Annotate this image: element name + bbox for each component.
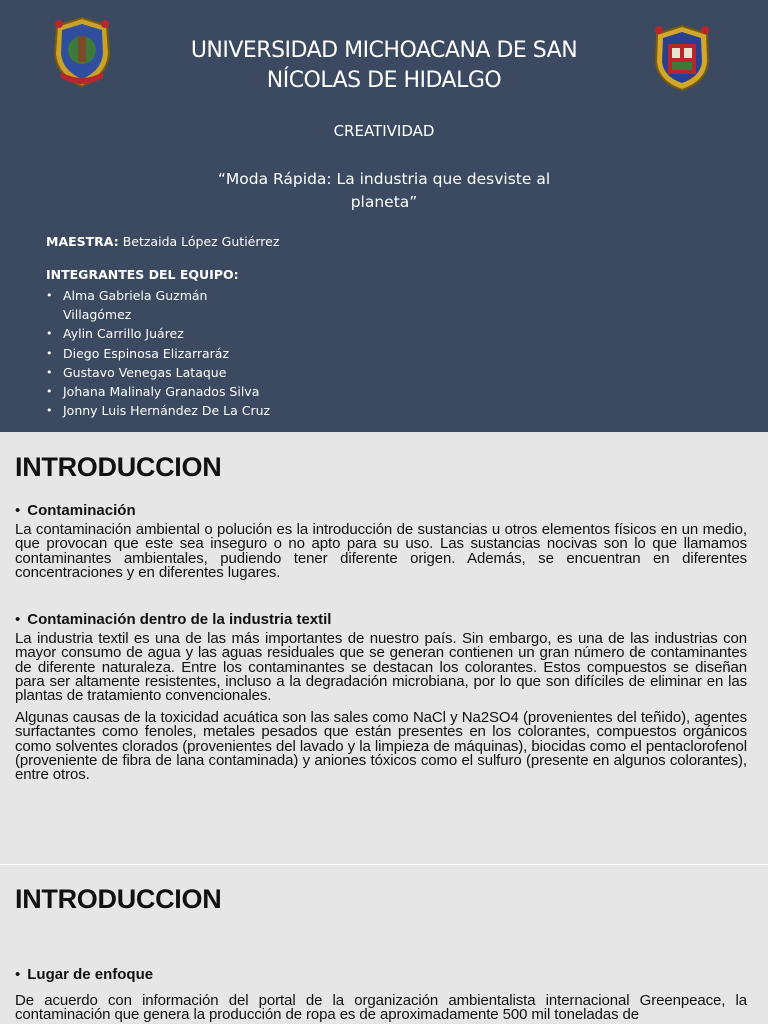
bullet-icon: •: [15, 502, 21, 519]
section-title-text: Contaminación: [27, 502, 136, 519]
bullet-icon: •: [46, 385, 53, 399]
teacher-line: [46, 234, 279, 249]
bullet-icon: •: [46, 365, 53, 379]
team-heading: INTEGRANTES DEL EQUIPO:: [46, 267, 239, 282]
section-title-text: Contaminación dentro de la industria textil: [27, 611, 332, 628]
introduction-slide-continued: [0, 865, 768, 1024]
section-title: [15, 966, 153, 983]
member-name: Diego Espinosa Elizarraráz: [63, 345, 230, 361]
slide-heading: INTRODUCCION: [15, 452, 222, 482]
list-item: [46, 401, 306, 420]
faculty-crest-icon: [649, 20, 715, 94]
project-title: “Moda Rápida: La industria que desviste al planeta”: [217, 170, 551, 211]
bullet-icon: •: [15, 611, 21, 628]
team-member-list: [46, 286, 306, 420]
section-title: [15, 611, 331, 628]
member-name: Johana Malinaly Granados Silva: [63, 384, 260, 400]
slide-heading: INTRODUCCION: [15, 884, 222, 914]
paragraph: Algunas causas de la toxicidad acuática son las sales como NaCl y Na2SO4 (provenientes del teñido), agentes surfactantes como fenoles, metales pesados que están presentes en los colorantes, compuestos orgánicos como solventes clorados (provenientes del lavado y la limpieza de máquinas), biocidas como el pentaclorofenol (proveniente de fibra de lana contaminada) y aniones tóxicos como el sulfuro (presente en algunos colorantes), entre otros.: [15, 709, 747, 784]
paragraph: La contaminación ambiental o polución es la introducción de sustancias u otros elementos físicos en un medio, que provocan que este sea inseguro o no apto para su uso. Las sustancias nocivas son lo que llamamos contaminantes ambientales, pudiendo tener diferente origen. Además, se encuentran en diferentes concentraciones y en diferentes lugares.: [15, 521, 747, 581]
bullet-icon: •: [46, 404, 53, 418]
member-name: Alma Gabriela Guzmán Villagómez: [63, 288, 208, 323]
paragraph: De acuerdo con información del portal de la organización ambientalista internacional Greenpeace, la contaminación que genera la producción de ropa es de aproximadamente 500 mil toneladas de: [15, 992, 747, 1024]
section-title: [15, 502, 136, 519]
introduction-slide: [0, 432, 768, 864]
list-item: [46, 286, 216, 324]
member-name: Gustavo Venegas Lataque: [63, 364, 227, 380]
section-title-text: Lugar de enfoque: [27, 966, 154, 983]
member-name: Aylin Carrillo Juárez: [63, 326, 184, 342]
bullet-icon: •: [46, 346, 53, 360]
list-item: [46, 382, 306, 401]
list-item: [46, 324, 306, 343]
list-item: [46, 344, 306, 363]
bullet-icon: •: [46, 327, 53, 341]
subject-title: CREATIVIDAD: [333, 122, 435, 140]
paragraph: La industria textil es una de las más importantes de nuestro país. Sin embargo, es una de las industrias con mayor consumo de agua y las aguas residuales que se generan contienen un gran número de contaminantes de diferente naturaleza. Entre los contaminantes se destacan los colorantes. Estos compuestos se diseñan para ser altamente resistentes, incluso a la degradación microbiana, por lo que son difíciles de eliminar en las plantas de tratamiento convencionales.: [15, 630, 747, 705]
member-name: Jonny Luis Hernández De La Cruz: [63, 403, 271, 419]
bullet-icon: •: [46, 289, 53, 302]
university-name: UNIVERSIDAD MICHOACANA DE SAN NÍCOLAS DE HIDALGO: [190, 38, 578, 93]
title-slide: [0, 0, 768, 432]
teacher-name: Betzaida López Gutiérrez: [122, 234, 280, 249]
teacher-label: MAESTRA:: [46, 234, 119, 249]
bullet-icon: •: [15, 966, 21, 983]
university-crest-icon: [47, 14, 117, 90]
list-item: [46, 363, 306, 382]
